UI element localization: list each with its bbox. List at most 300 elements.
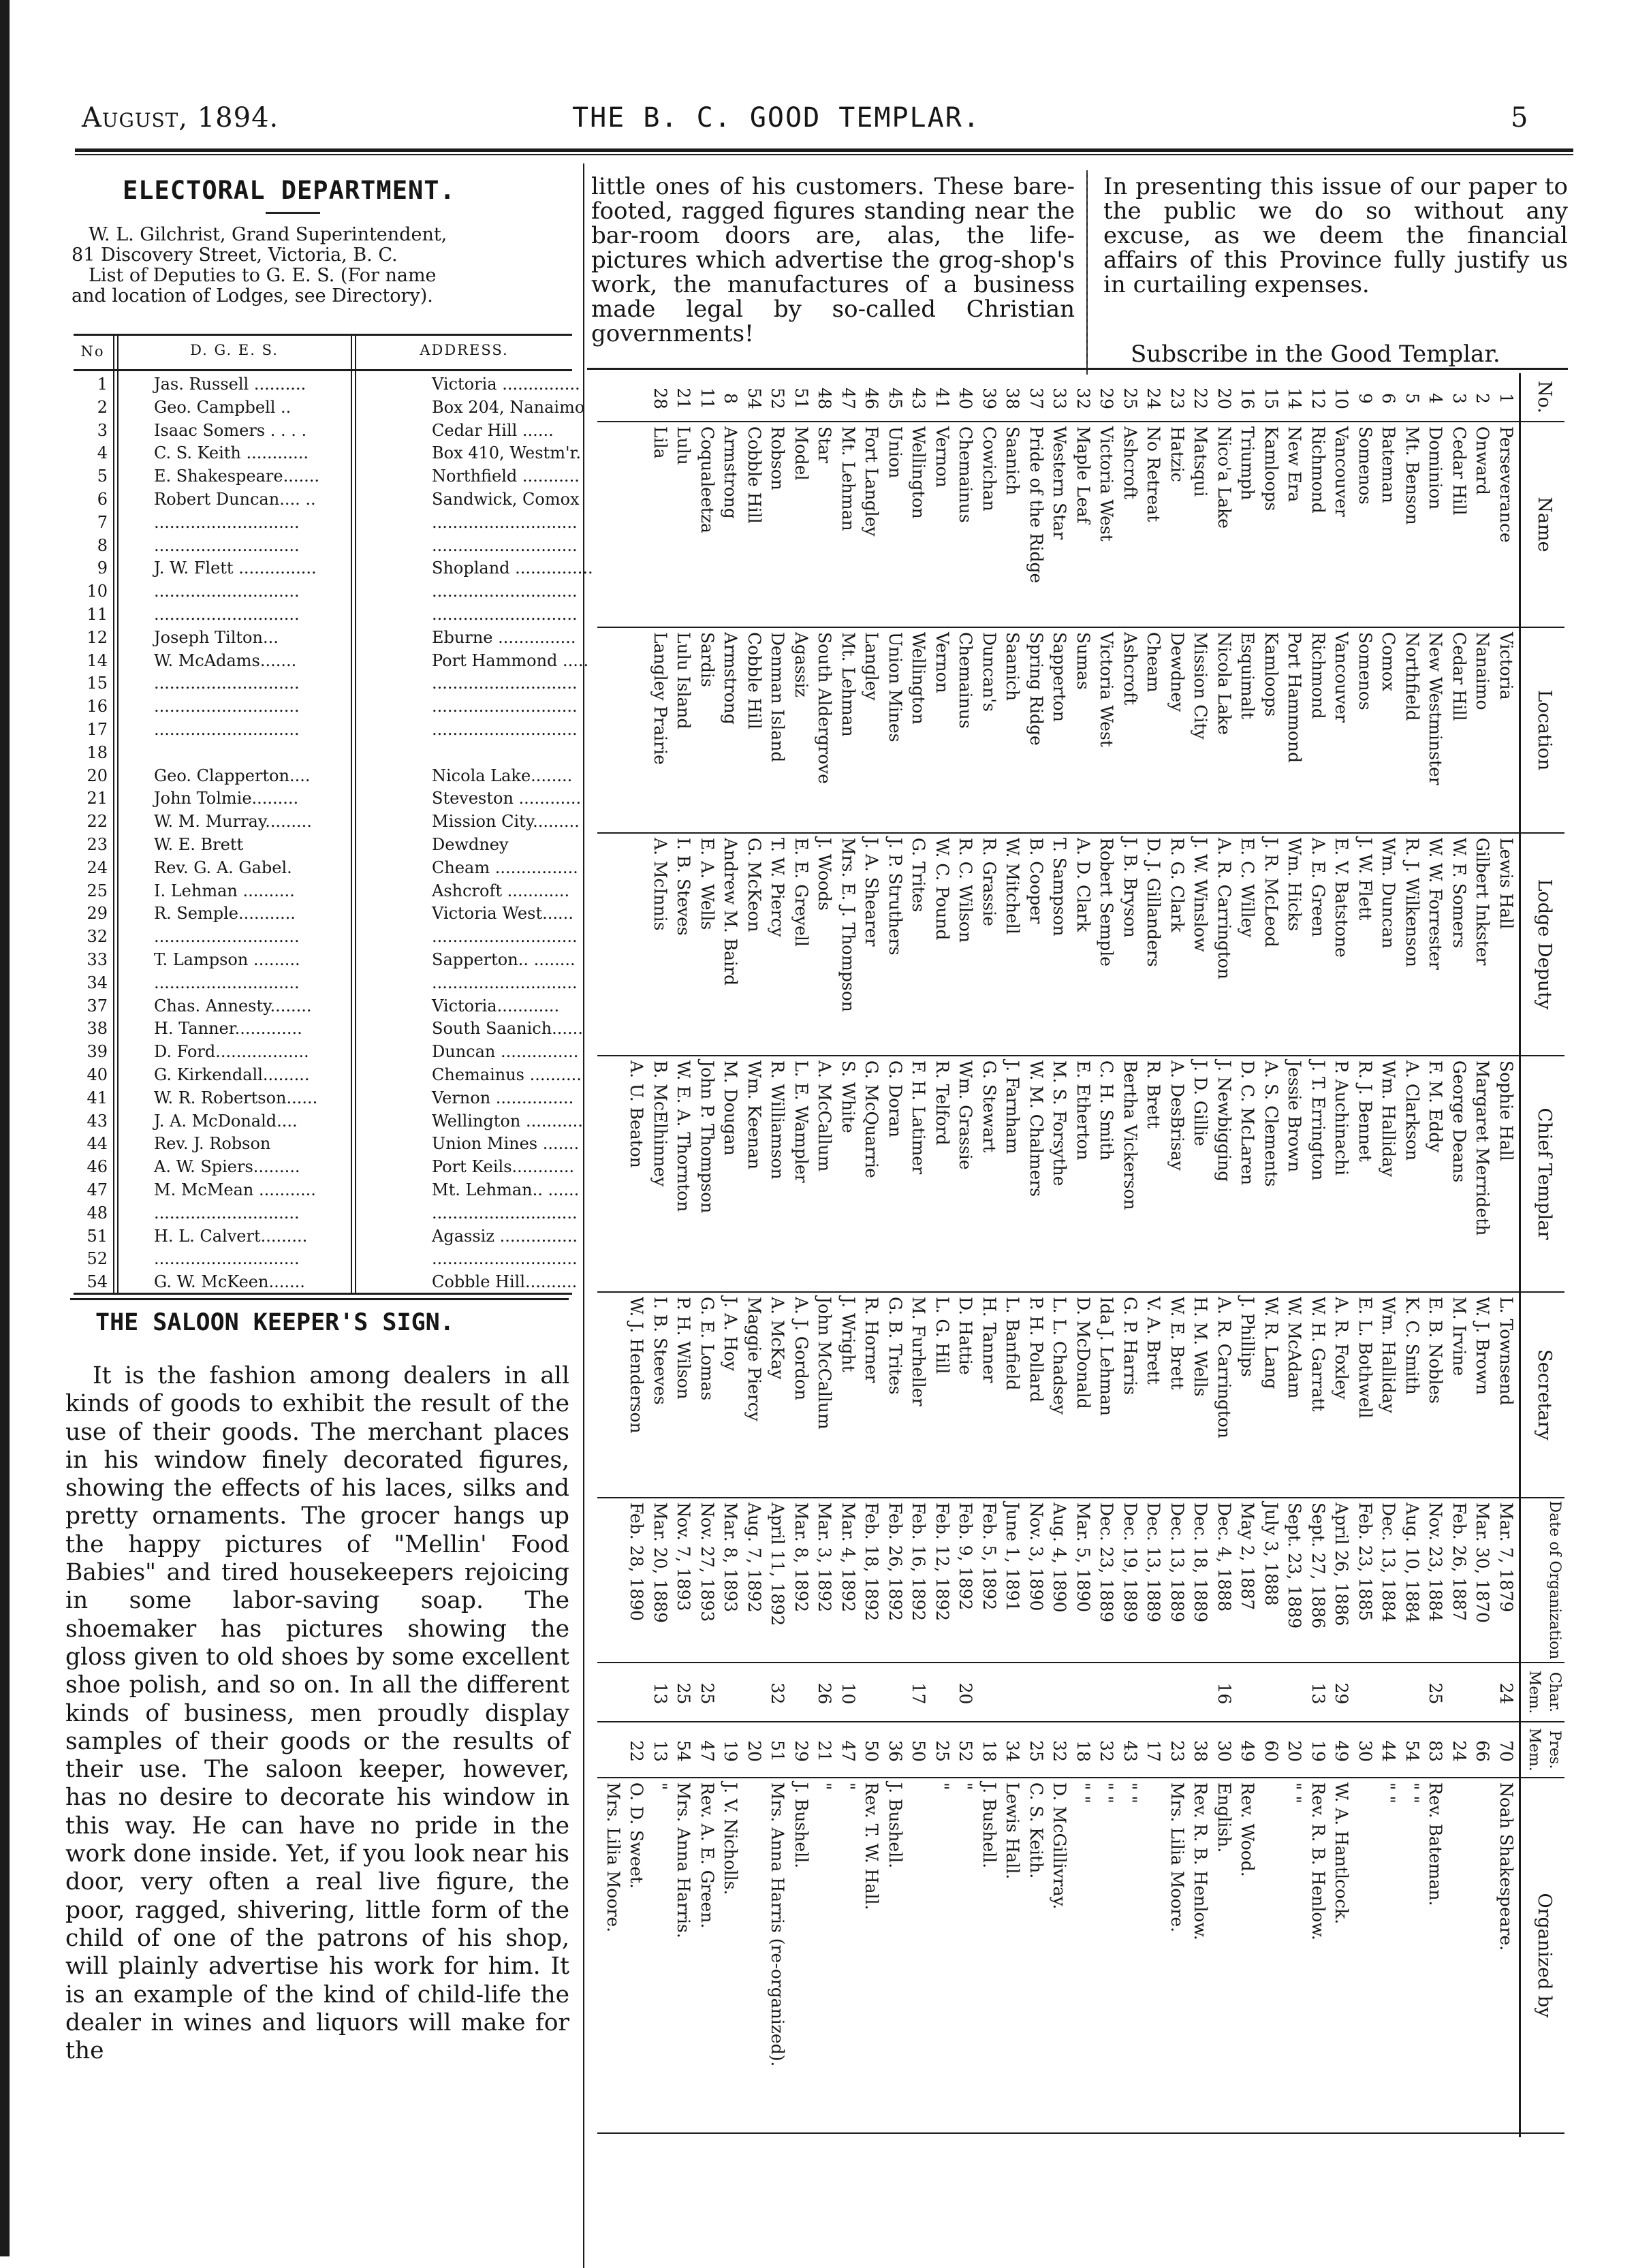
deputy-address: Victoria............ [432,996,560,1015]
lodge-deputy: A. R. Carrington [1214,838,1234,979]
deputy-name: John Tolmie......... [154,789,299,808]
lodge-date: Mar. 7, 1879 [1496,1502,1516,1613]
lodge-date: Mar. 20, 1889 [650,1502,670,1623]
lodge-date: July 3, 1888 [1261,1502,1281,1606]
lodge-chief: G. Doran [885,1060,905,1138]
lodge-pres: 70 [1496,1740,1516,1762]
col-address-header: ADDRESS. [420,342,509,358]
lodge-name: Lila [650,426,670,459]
lodge-secretary: K. C. Smith [1402,1297,1422,1395]
lodge-organized: Mrs. Lilia Moore. [603,1782,623,1933]
lodge-chief: Wm. Grassie [956,1060,976,1170]
lodge-row [1050,373,1069,2137]
lodge-row [1379,373,1398,2137]
lodge-chief: R. Williamson [768,1060,788,1180]
lodge-organized: Noah Shakespeare. [1496,1782,1516,1951]
lodge-row [1261,373,1280,2137]
lodge-name: Wellington [909,426,929,519]
deputy-row [74,998,572,1015]
deputy-row [74,1042,579,1062]
deputy-number: 5 [97,467,108,486]
lodge-no: 3 [1449,393,1469,404]
lodge-row [909,373,928,2137]
deputy-number: 15 [86,674,108,693]
lodge-deputy: W. C. Pound [932,838,952,941]
masthead-title: THE B. C. GOOD TEMPLAR. [572,102,981,133]
lodge-secretary: W. E. Brett [1167,1297,1187,1390]
lodge-directory-rotated [587,373,1564,2137]
directory-top-rule [587,368,1568,370]
deputy-name: ............................ [154,1249,300,1269]
lodge-location: Port Hammond [1285,632,1305,763]
lodge-location: Cheam [1144,632,1164,693]
lodge-secretary: A. R. Foxley [1332,1297,1352,1400]
lodge-name: Hatzic [1167,426,1187,482]
deputy-address: Union Mines ....... [432,1134,580,1154]
lodge-secretary: W. McAdam [1285,1297,1305,1399]
lodge-organized: J. Bushell. [979,1782,999,1869]
lodge-chief: W. E. A. Thornton [674,1060,694,1212]
deputy-name: W. R. Robertson...... [154,1088,318,1107]
saloon-title: THE SALOON KEEPER'S SIGN. [95,1309,454,1336]
deputy-address: Mission City......... [432,812,580,832]
deputy-number: 29 [86,904,108,924]
lodge-secretary: D. McDonald [1073,1297,1093,1409]
lodge-no: 52 [768,388,788,409]
lodge-date: Mar. 30, 1870 [1473,1502,1493,1623]
lodge-name: Richmond [1308,426,1328,514]
lodge-no: 14 [1285,388,1305,409]
lodge-name: Union [885,426,905,479]
deputy-name: Rev. J. Robson [154,1134,271,1154]
deputy-row [74,1065,582,1084]
deputy-number: 4 [97,443,108,463]
lodge-organized: " [650,1782,670,1791]
lodge-name: Vancouver [1332,426,1352,517]
deputy-name: G. Kirkendall......... [154,1065,310,1084]
lodge-pres: 49 [1238,1740,1258,1762]
deputy-address: ............................ [432,1249,578,1269]
lodge-row [1073,373,1092,2137]
deputy-number: 1 [97,375,108,394]
lodge-deputy: Wm. Hicks [1285,838,1305,932]
lodge-date: May 2, 1887 [1238,1502,1258,1610]
lodge-no: 38 [1003,388,1023,409]
deputy-address: ............................ [432,720,578,739]
middle-column-text: little ones of his customers. These bare-footed, ragged figures standing near the bar-room doors are, alas, the life-pictures which advertise the grog-shop's work, the manufactures of a business made legal by so-called Christian governments! [591,173,1075,347]
lodge-date: Nov. 27, 1893 [697,1502,717,1622]
deputy-number: 46 [86,1157,108,1177]
lodge-date: Dec. 13, 1884 [1379,1502,1399,1623]
lodge-organized: Rev. A. E. Green. [697,1782,717,1929]
lodge-secretary: W. J. Henderson [627,1297,647,1434]
lodge-secretary: D. Hattie [956,1297,976,1375]
deputy-address: ............................ [432,697,578,716]
lodge-row [1167,373,1186,2137]
lodge-deputy: R. C. Wilson [956,838,976,943]
lodge-name: Coqualeetza [697,426,717,533]
lodge-location: Ashcroft [1120,632,1140,706]
lodge-date: Feb. 12, 1892 [932,1502,952,1621]
lodge-secretary: M. Furheller [909,1297,929,1406]
deputy-row [74,397,585,417]
lodge-chief: B. McElhinney [650,1060,670,1187]
deputy-row [74,1111,583,1131]
deputy-address: Port Hammond ..... [432,650,589,670]
lodge-chief: G. McQuarrie [862,1060,882,1178]
deputy-row [74,674,578,693]
lodge-location: Sumas [1073,632,1093,690]
deputy-number: 10 [86,582,108,601]
lodge-chief: Bertha Vickerson [1120,1060,1140,1210]
deputy-name: Isaac Somers . . . . [154,420,307,440]
deputy-name: ............................ [154,927,300,947]
lodge-pres: 18 [979,1740,999,1762]
lodge-deputy: Lewis Hall [1496,838,1516,930]
lodge-no: 4 [1426,393,1446,404]
lodge-char: 13 [650,1682,670,1705]
deputy-row [74,490,580,509]
lodge-chief: E. Etherton [1073,1060,1093,1161]
deputy-name: ............................ [154,1203,300,1223]
lodge-no: 51 [791,388,811,409]
lodge-secretary: R. Horner [862,1297,882,1383]
deputy-number: 44 [86,1134,108,1154]
deputy-address: Cheam ................ [432,857,578,877]
lodge-name: Chemainus [956,426,976,523]
deputy-name: ............................ [154,535,300,555]
lodge-organized: " [932,1782,952,1791]
lodge-pres: 50 [862,1740,882,1762]
lodge-name: Dominion [1426,426,1446,510]
lodge-organized: Mrs. Anna Harris. [674,1782,694,1938]
deputy-name: C. S. Keith ............ [154,443,309,463]
lodge-pres: 60 [1261,1740,1281,1762]
electoral-intro-2: 81 Discovery Street, Victoria, B. C. [72,245,398,266]
lodge-pres: 24 [1449,1740,1469,1762]
lodge-row [815,373,834,2137]
lodge-date: Feb. 26, 1892 [885,1502,905,1621]
lodge-no: 5 [1402,393,1422,404]
lodge-directory [587,373,1564,2137]
electoral-intro-4: and location of Lodges, see Directory). [72,285,433,306]
deputy-name: D. Ford.................. [154,1042,309,1062]
lodge-row [1402,373,1421,2137]
deputy-address: South Saanich...... [432,1019,583,1039]
lodge-chief: L. E. Wampler [791,1060,811,1183]
lodge-date: Mar. 4, 1892 [838,1502,858,1613]
lodge-name: Victoria West [1097,426,1117,541]
lodge-location: Vancouver [1332,632,1352,723]
deputy-row [74,422,572,439]
lodge-row [603,373,623,2137]
lodge-pres: 36 [885,1740,905,1762]
lodge-name: Robson [768,426,788,490]
lodge-date: Nov. 7, 1893 [674,1502,694,1611]
deputy-name: H. L. Calvert......... [154,1226,308,1246]
lodge-date: Dec. 23, 1889 [1097,1502,1117,1623]
deputy-address: Dewdney [432,835,509,854]
lodge-location: Cedar Hill [1449,632,1469,721]
lodge-secretary: J. Wright [838,1297,858,1372]
deputy-address: Vernon ............... [432,1088,574,1107]
lodge-no: 43 [909,388,929,409]
deputy-number: 52 [86,1249,108,1269]
lodge-name: Perseverance [1496,426,1516,543]
lodge-no: 48 [815,388,835,409]
lodge-pres: 30 [1214,1740,1234,1762]
lodge-row [721,373,740,2137]
lodge-row [1214,373,1233,2137]
deputy-address: Nicola Lake........ [432,766,573,785]
lodge-name: Saanich [1003,426,1023,496]
lodge-location: Union Mines [885,632,905,742]
deputy-number: 8 [97,535,108,555]
deputy-address: Wellington ........... [432,1111,583,1131]
lodge-char: 13 [1308,1682,1328,1705]
lodge-row [791,373,811,2137]
deputy-number: 9 [97,558,108,578]
column-divider-dashed [1086,170,1088,375]
lodge-secretary: L. G. Hill [932,1297,952,1374]
lodge-pres: 19 [721,1740,741,1762]
header-rule [75,148,1573,152]
lodge-deputy: E. C. Willey [1238,838,1258,938]
deputy-address: Ashcroft ............ [432,881,570,900]
lodge-secretary: E. B. Nobles [1426,1297,1446,1404]
lodge-location: New Westminster [1426,632,1446,785]
deputy-row [74,582,578,601]
lodge-char: 25 [1426,1682,1446,1705]
directory-header-location: Location [1534,689,1555,771]
lodge-pres: 54 [674,1740,694,1762]
lodge-deputy: W. W. Forrester [1426,838,1446,970]
directory-header-date: Date of Organization [1546,1500,1563,1660]
deputy-name: H. Tanner............. [154,1019,302,1039]
lodge-secretary: L. Townsend [1496,1297,1516,1406]
lodge-deputy: J. Woods [815,838,835,911]
lodge-chief: Wm. Halliday [1379,1060,1399,1178]
lodge-no: 29 [1097,388,1117,409]
lodge-row [1496,373,1515,2137]
deputy-number: 38 [86,1019,108,1039]
lodge-deputy: G. Trites [909,838,929,913]
lodge-organized: J. Bushell. [885,1782,905,1869]
deputy-address: Cobble Hill.......... [432,1272,578,1292]
saloon-article [65,1362,569,2065]
saloon-paragraph: It is the fashion among dealers in all kinds of goods to exhibit the result of the use of their goods. The merchant places in his window finely decorated figures, showing the effects of his laces, silks and pretty ornaments. The grocer hangs up the happy pictures of "Mellin' Food Babies" and tired housekeepers rejoicing in some labor-saving soap. The shoemaker has pictures showing the gloss given to old shoes by some excellent shoe polish, and so on. In all the different kinds of business, men proudly display samples of their goods or the results of their use. The saloon keeper, however, has no desire to decorate his window in this way. He can have no pride in the work done inside. Yet, if you look near his door, very often a real live figure, the poor, ragged, shivering, little form of the child of one of the patrons of his shop, will plainly advertise his work for him. It is an example of the kind of child-life the dealer in wines and liquors will make for the [65,1362,570,2065]
deputy-row [74,535,578,555]
lodge-row [1473,373,1492,2137]
lodge-pres: 52 [956,1740,976,1762]
saloon-rule [70,1298,569,1300]
lodge-date: Dec. 13, 1889 [1144,1502,1164,1623]
lodge-deputy: R. G. Clark [1167,838,1187,932]
directory-header-chief: Chief Templar [1534,1107,1555,1240]
lodge-no: 40 [956,388,976,409]
lodge-deputy: E. E. Greyell [791,838,811,947]
lodge-no: 41 [932,388,952,409]
deputy-name: ............................ [154,582,300,601]
lodge-no: 21 [674,388,694,409]
deputy-name: T. Lampson ......... [154,950,300,969]
lodge-char: 32 [768,1682,788,1705]
lodge-secretary: G. B. Trites [885,1297,905,1395]
deputy-row [74,1180,580,1199]
lodge-location: Dewdney [1167,632,1187,712]
deputy-row [74,1157,575,1177]
lodge-no: 1 [1496,393,1516,404]
deputy-row [74,650,589,670]
deputy-number: 2 [97,397,108,417]
directory-header-deputy: Lodge Deputy [1534,879,1555,1010]
deputy-number: 51 [86,1226,108,1246]
lodge-name: Bateman [1379,426,1399,503]
lodge-name: Vernon [932,426,952,488]
deputy-name: ............................ [154,973,300,992]
lodge-no: 28 [650,388,670,409]
lodge-deputy: J. W. Winslow [1191,838,1211,952]
lodge-chief: R. Telford [932,1060,952,1146]
lodge-row [744,373,764,2137]
lodge-pres: 38 [1191,1740,1211,1762]
lodge-name: Pride of the Ridge [1026,426,1046,584]
lodge-pres: 30 [1355,1740,1375,1762]
lodge-deputy: I. B. Steves [674,838,694,936]
lodge-chief: D. C. McLaren [1238,1060,1258,1186]
deputy-number: 39 [86,1042,108,1062]
lodge-row [885,373,904,2137]
lodge-location: Duncan's [979,632,999,712]
lodge-name: Ashcroft [1120,426,1140,500]
lodge-chief: C. H. Smith [1097,1060,1117,1161]
lodge-date: Nov. 3, 1890 [1026,1502,1046,1611]
electoral-title: ELECTORAL DEPARTMENT. [123,176,456,205]
deputy-row [74,1090,572,1107]
lodge-no: 33 [1050,388,1070,409]
lodge-date: June 1, 1891 [1003,1502,1023,1612]
deputy-number: 47 [86,1180,108,1199]
lodge-pres: 66 [1473,1740,1493,1762]
lodge-organized: Rev. T. W. Hall. [862,1782,882,1910]
lodge-secretary: I. B. Steeves [650,1297,670,1405]
lodge-secretary: W. J. Brown [1473,1297,1493,1396]
deputy-name: ............................ [154,674,300,693]
lodge-date: Sept. 23, 1889 [1285,1502,1305,1629]
col-dges-header: D. G. E. S. [190,342,279,358]
lodge-chief: Jessie Brown [1285,1060,1305,1173]
lodge-no: 9 [1355,393,1375,404]
lodge-deputy: G. McKeon [744,838,764,932]
lodge-location: Armstrong [721,632,741,725]
deputy-name: M. McMean ........... [154,1180,316,1199]
deputy-name: R. Semple........... [154,904,296,924]
deputy-number: 18 [86,742,108,762]
lodge-location: Victoria [1496,632,1516,700]
electoral-intro-1: W. L. Gilchrist, Grand Superintendent, [89,224,447,245]
lodge-location: Northfield [1402,632,1422,721]
lodge-date: Mar. 3, 1892 [815,1502,835,1613]
lodge-date: Feb. 5, 1892 [979,1502,999,1611]
deputy-row [74,789,582,808]
deputy-row [74,720,578,739]
lodge-no: 32 [1073,388,1093,409]
lodge-row [932,373,951,2137]
lodge-organized: " " [1379,1782,1399,1804]
header-rule-thin [75,154,1573,155]
lodge-secretary: V. A. Brett [1144,1297,1164,1385]
lodge-name: Lulu [674,426,694,465]
lodge-name: Model [791,426,811,481]
deputy-row [74,836,572,853]
lodge-no: 20 [1214,388,1234,409]
lodge-pres: 83 [1426,1740,1446,1762]
lodge-deputy: Mrs. E. J. Thompson [838,838,858,1012]
lodge-chief: M. S. Forsythe [1050,1060,1070,1186]
lodge-pres: 34 [1003,1740,1023,1762]
lodge-pres: 54 [1402,1740,1422,1762]
deputy-address: ............................ [432,973,578,992]
deputy-name: ............................ [154,720,300,739]
lodge-date: Feb. 23, 1885 [1355,1502,1375,1621]
deputy-row [74,605,578,624]
deputy-name: Chas. Annesty........ [154,996,312,1015]
lodge-chief: F. M. Eddy [1426,1060,1446,1153]
lodge-deputy: J. B. Bryson [1120,838,1140,938]
lodge-organized: English. [1214,1782,1234,1853]
deputy-row [74,375,580,394]
deputy-number: 32 [86,927,108,947]
lodge-date: April 11, 1892 [768,1502,788,1626]
lodge-secretary: A. J. Gordon [791,1297,811,1401]
deputy-name: A. W. Spiers......... [154,1157,300,1177]
lodge-pres: 18 [1073,1740,1093,1762]
lodge-pres: 25 [932,1740,952,1762]
lodge-organized: " " [1097,1782,1117,1804]
directory-header-no: No. [1534,381,1555,413]
lodge-location: Chemainus [956,632,976,729]
deputy-address: Box 204, Nanaimo [432,397,585,417]
deputy-number: 24 [86,857,108,877]
lodge-organized: J. V. Nicholls. [721,1782,741,1895]
deputy-row [74,768,572,785]
lodge-name: No Retreat [1144,426,1164,522]
lodge-deputy: T. Sampson [1050,838,1070,936]
lodge-secretary: L. Banfield [1003,1297,1023,1391]
lodge-pres: 20 [1285,1740,1305,1762]
deputy-address: ............................ [432,674,578,693]
deputy-number: 41 [86,1088,108,1107]
lodge-name: Star [815,426,835,464]
lodge-pres: 25 [1026,1740,1046,1762]
lodge-row [1097,373,1116,2137]
lodge-location: Mission City [1191,632,1211,740]
deputy-address: ............................ [432,512,578,532]
lodge-no: 24 [1144,388,1164,409]
deputy-name: Joseph Tilton... [154,627,279,647]
lodge-secretary: E. L. Bothwell [1355,1297,1375,1419]
lodge-char: 24 [1496,1682,1516,1705]
lodge-row [1308,373,1327,2137]
deputy-address: Eburne ............... [432,627,576,647]
lodge-row [1191,373,1210,2137]
lodge-date: April 26, 1886 [1332,1502,1352,1626]
lodge-row [697,373,717,2137]
lodge-organized: C. S. Keith. [1026,1782,1046,1879]
deputy-address: Box 410, Westm'r. [432,443,582,463]
lodge-name: Somenos [1355,426,1375,505]
lodge-deputy: E. V. Batstone [1332,838,1352,958]
